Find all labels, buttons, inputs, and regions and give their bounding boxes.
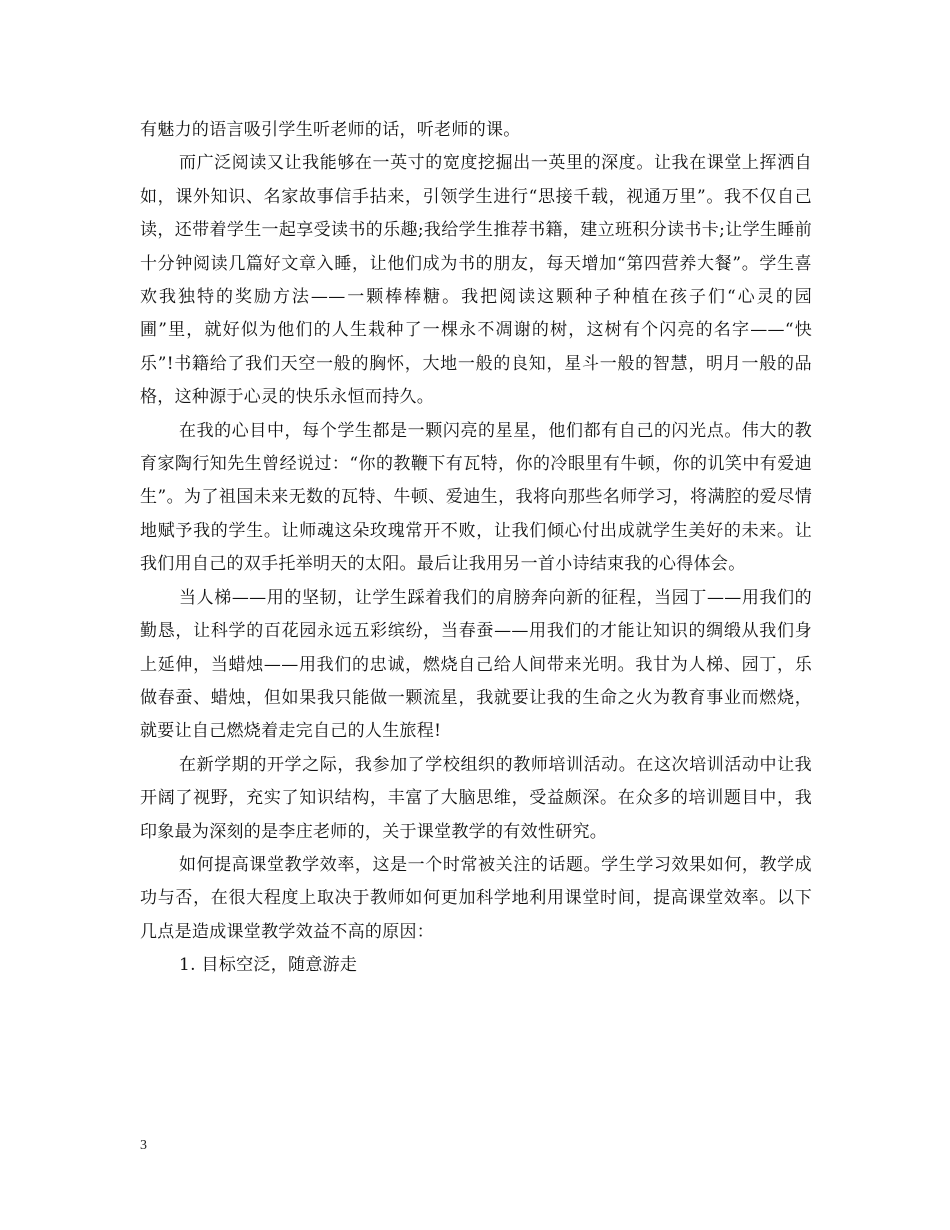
paragraph-1: 有魅力的语言吸引学生听老师的话，听老师的课。 [140, 120, 521, 140]
paragraph-4: 当人梯——用的坚韧，让学生踩着我们的肩膀奔向新的征程，当园丁——用我们的勤恳，让科学的百花园永远五彩缤纷，当春蚕——用我们的才能让知识的绸缎从我们身上延伸，当蜡烛——用我们的忠诚，燃烧自己给人间带来光明。我甘为人梯、园丁，乐做春蚕、蜡烛，但如果我只能做一颗流星，我就要让我的生命之火为教育事业而燃烧，就要让自己燃烧着走完自己的人生旅程! [140, 587, 812, 742]
document-body [140, 114, 812, 983]
paragraph-2: 而广泛阅读又让我能够在一英寸的宽度挖掘出一英里的深度。让我在课堂上挥洒自如，课外知识、名家故事信手拈来，引领学生进行“思接千载，视通万里”。我不仅自己读，还带着学生一起享受读书的乐趣;我给学生推荐书籍，建立班积分读书卡;让学生睡前十分钟阅读几篇好文章入睡，让他们成为书的朋友，每天增加“第四营养大餐”。学生喜欢我独特的奖励方法——一颗棒棒糖。我把阅读这颗种子种植在孩子们“心灵的园圃”里，就好似为他们的人生栽种了一棵永不凋谢的树，这树有个闪亮的名字——“快乐”!书籍给了我们天空一般的胸怀，大地一般的良知，星斗一般的智慧，明月一般的品格，这种源于心灵的快乐永恒而持久。 [140, 153, 812, 408]
paragraph-5: 在新学期的开学之际，我参加了学校组织的教师培训活动。在这次培训活动中让我开阔了视野，充实了知识结构，丰富了大脑思维，受益颇深。在众多的培训题目中，我印象最为深刻的是李庄老师的，关于课堂教学的有效性研究。 [140, 754, 812, 842]
page-number: 3 [140, 1138, 147, 1153]
paragraph-3: 在我的心目中，每个学生都是一颗闪亮的星星，他们都有自己的闪光点。伟大的教育家陶行知先生曾经说过：“你的教鞭下有瓦特，你的冷眼里有牛顿，你的讥笑中有爱迪生”。为了祖国未来无数的瓦特、牛顿、爱迪生，我将向那些名师学习，将满腔的爱尽情地赋予我的学生。让师魂这朵玫瑰常开不败，让我们倾心付出成就学生美好的未来。让我们用自己的双手托举明天的太阳。最后让我用另一首小诗结束我的心得体会。 [140, 420, 812, 575]
paragraph-6: 如何提高课堂教学效率，这是一个时常被关注的话题。学生学习效果如何，教学成功与否，在很大程度上取决于教师如何更加科学地利用课堂时间，提高课堂效率。以下几点是造成课堂教学效益不高的原因： [140, 854, 812, 942]
list-item-1: 1. 目标空泛，随意游走 [179, 955, 358, 976]
